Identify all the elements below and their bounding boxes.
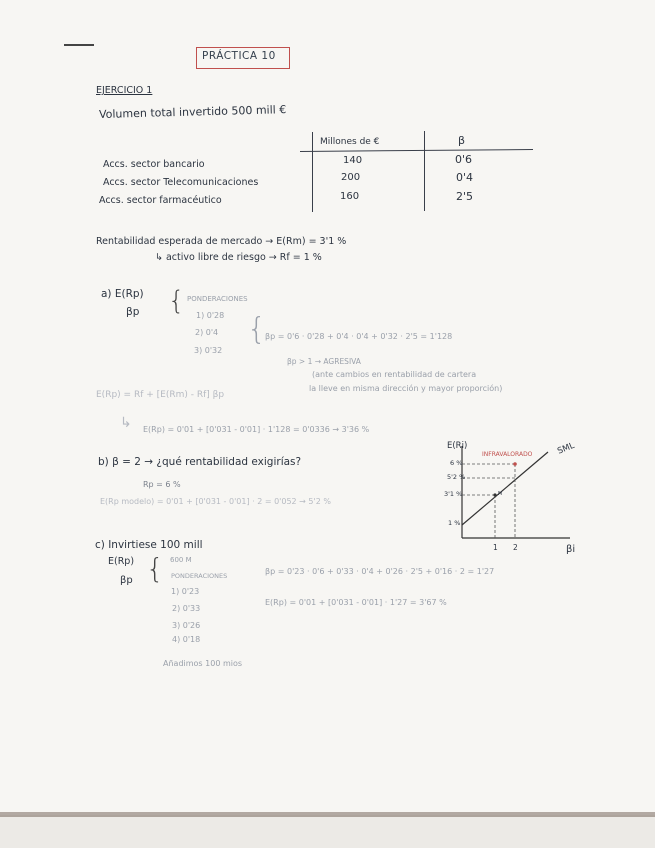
intro-text: Volumen total invertido 500 mill € (98, 103, 287, 121)
part-a-beta-label: βp (126, 306, 140, 318)
margin-dash (64, 44, 94, 46)
table-divider-left (312, 132, 313, 212)
footer-note: Añadimos 100 mios (163, 659, 243, 668)
table-header-amount: Millones de € (320, 137, 380, 147)
graph-x-label: βi (566, 544, 576, 555)
table-divider-right (424, 131, 425, 211)
weight-item-c: 4) 0'18 (172, 635, 201, 644)
note-line-2: la lleve en misma dirección y mayor proporción) (309, 384, 503, 393)
brace-c: { (146, 552, 164, 585)
table-row-label: Accs. sector Telecomunicaciones (103, 177, 259, 188)
table-row-beta: 0'6 (455, 153, 473, 166)
hook-arrow: ↳ (120, 415, 132, 431)
table-row-beta: 0'4 (456, 171, 474, 184)
graph-y-label: E(Ri) (447, 441, 468, 451)
part-b-rp: Rp = 6 % (143, 480, 181, 489)
sml-graph (440, 440, 590, 560)
brace-weights: { (247, 312, 267, 347)
table-row-label: Accs. sector bancario (103, 159, 205, 170)
part-c-amount: 600 M (170, 556, 192, 564)
result-c: E(Rp) = 0'01 + [0'031 - 0'01] · 1'27 = 3'67 % (265, 598, 447, 607)
brace-a: { (168, 286, 185, 316)
weight-item-c: 3) 0'26 (172, 621, 201, 630)
beta-calc-a: βp = 0'6 · 0'28 + 0'4 · 0'4 + 0'32 · 2'5 = 1'128 (265, 332, 453, 341)
beta-calc-c: βp = 0'23 · 0'6 + 0'33 · 0'4 + 0'26 · 2'5 + 0'16 · 2 = 1'27 (265, 567, 495, 576)
graph-y-tick: 6 % (450, 459, 463, 467)
weight-item-c: 1) 0'23 (171, 587, 200, 596)
aggressive-note: βp > 1 → AGRESIVA (287, 357, 361, 366)
table-row-amount: 200 (341, 172, 361, 183)
risk-free-text: ↳ activo libre de riesgo → Rf = 1 % (155, 252, 322, 263)
table-row-beta: 2'5 (456, 190, 474, 203)
graph-y-tick: 5'2 % (447, 473, 466, 481)
part-a-label: a) E(Rp) (101, 288, 144, 300)
table-header-beta: β (458, 134, 466, 147)
result-a: E(Rp) = 0'01 + [0'031 - 0'01] · 1'128 = 0'0336 → 3'36 % (143, 425, 370, 434)
part-b-calc: E(Rp modelo) = 0'01 + [0'031 - 0'01] · 2 = 0'052 → 5'2 % (100, 497, 331, 506)
graph-region-label: INFRAVALORADO (482, 451, 533, 458)
weight-item: 3) 0'32 (194, 346, 223, 355)
table-row-amount: 160 (340, 191, 360, 202)
weight-item: 1) 0'28 (196, 311, 225, 320)
graph-line-label: SML (556, 440, 577, 457)
note-line-1: (ante cambios en rentabilidad de cartera (312, 370, 477, 379)
graph-point-label: M (498, 491, 503, 497)
page-edge (0, 812, 655, 817)
page-title: PRÁCTICA 10 (202, 50, 276, 62)
weight-item-c: 2) 0'33 (172, 604, 201, 613)
weights-title: PONDERACIONES (187, 295, 248, 303)
graph-x-tick: 2 (513, 543, 518, 552)
graph-x-tick: 1 (493, 543, 498, 552)
weights-title-c: PONDERACIONES (171, 572, 228, 580)
weight-item: 2) 0'4 (195, 328, 219, 337)
table-row-amount: 140 (343, 155, 363, 166)
graph-y-tick: 3'1 % (444, 490, 463, 498)
capm-formula: E(Rp) = Rf + [E(Rm) - Rf] βp (96, 390, 225, 400)
part-c-label: c) Invirtiese 100 mill (95, 539, 203, 551)
table-row-label: Accs. sector farmacéutico (99, 195, 222, 206)
part-c-bp: βp (120, 575, 133, 586)
part-b-question: b) β = 2 → ¿qué rentabilidad exigirías? (98, 456, 302, 468)
market-return-text: Rentabilidad esperada de mercado → E(Rm) = 3'1 % (96, 236, 347, 247)
part-c-erp: E(Rp) (108, 556, 135, 567)
exercise-heading: EJERCICIO 1 (96, 85, 153, 96)
graph-y-tick: 1 % (448, 519, 461, 527)
